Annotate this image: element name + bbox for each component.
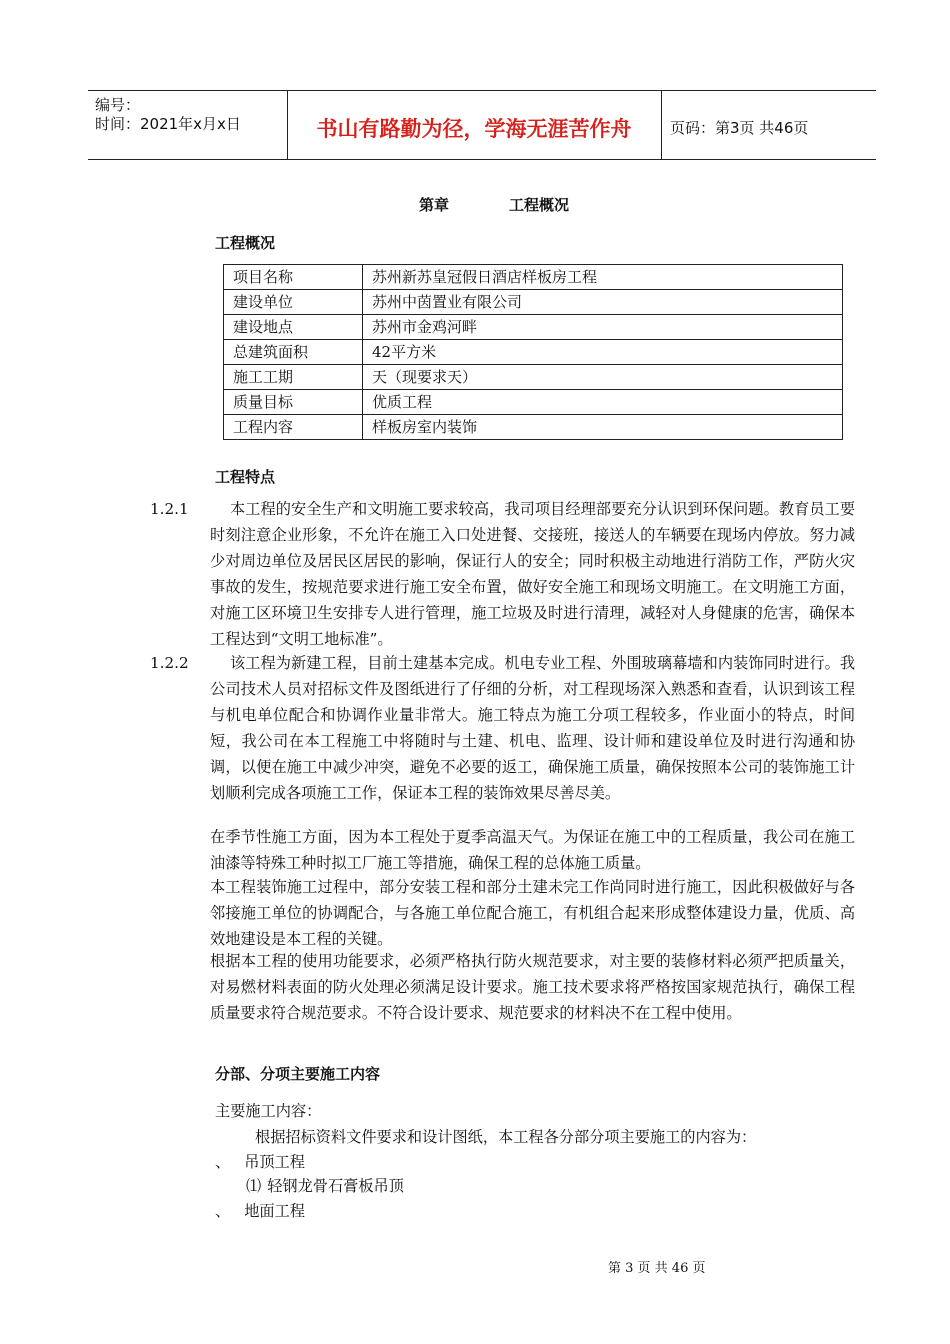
info-key: 工程内容 (224, 415, 363, 440)
info-value: 天（现要求天） (363, 365, 843, 390)
info-key: 施工工期 (224, 365, 363, 390)
header-page-number: 页码：第3页 共46页 (670, 119, 809, 137)
section-heading-overview: 工程概况 (215, 234, 276, 252)
info-table-row (224, 340, 843, 365)
header-divider (287, 91, 288, 159)
info-value: 优质工程 (363, 390, 843, 415)
project-info-table (223, 264, 843, 440)
paragraph-fire-safety: 根据本工程的使用功能要求，必须严格执行防火规范要求，对主要的装修材料必须严把质量关，对易燃材料表面的防火处理必须满足设计要求。施工技术要求将严格按国家规范执行，确保工程质量要求符合规范要求。不符合设计要求、规范要求的材料决不在工程中使用。 (210, 952, 855, 1022)
paragraph-coordination: 本工程装饰施工过程中，部分安装工程和部分土建未完工作尚同时进行施工，因此积极做好与各邻接施工单位的协调配合，与各施工单位配合施工，有机组合起来形成整体建设力量，优质、高效地建设是本工程的关键。 (210, 878, 855, 948)
main-content-label: 主要施工内容： (215, 1102, 322, 1120)
document-number-label: 编号： (95, 96, 141, 114)
info-value: 苏州新苏皇冠假日酒店样板房工程 (363, 265, 843, 290)
list-item-label: 吊顶工程 (244, 1153, 305, 1171)
item-text: 该工程为新建工程，目前土建基本完成。机电专业工程、外围玻璃幕墙和内装饰同时进行。我公司技术人员对招标文件及图纸进行了仔细的分析，对工程现场深入熟悉和查看，认识到该工程与机电单位配合和协调作业量非常大。施工特点为施工分项工程较多，作业面小的特点，时间短，我公司在本工程施工中将随时与土建、机电、监理、设计师和建设单位及时进行沟通和协调，以便在施工中减少冲突，避免不必要的返工，确保施工质量，确保按照本公司的装饰施工计划顺利完成各项施工工作，保证本工程的装饰效果尽善尽美。 (210, 654, 855, 802)
info-key: 总建筑面积 (224, 340, 363, 365)
info-value: 42平方米 (363, 340, 843, 365)
list-marker: ⑴ (246, 1177, 262, 1195)
main-content-intro: 根据招标资料文件要求和设计图纸，本工程各分部分项主要施工的内容为： (255, 1128, 757, 1146)
item-number: 1.2.2 (150, 654, 189, 672)
header-divider (661, 91, 662, 159)
item-text: 本工程的安全生产和文明施工要求较高，我司项目经理部要充分认识到环保问题。教育员工要时刻注意企业形象，不允许在施工入口处进餐、交接班，接送人的车辆要在现场内停放。努力减少对周边单位及居民区居民的影响，保证行人的安全；同时积极主动地进行消防工作，严防火灾事故的发生，按规范要求进行施工安全布置，做好安全施工和现场文明施工。在文明施工方面，对施工区环境卫生安排专人进行管理，施工垃圾及时进行清理，减轻对人身健康的危害，确保本工程达到“文明工地标准”。 (210, 500, 855, 648)
sub-item-gypsum-ceiling (246, 1175, 404, 1196)
list-item-ceiling (215, 1151, 305, 1172)
feature-item-1 (150, 496, 855, 652)
document-date: 时间：2021年x月x日 (95, 115, 241, 133)
info-table-row (224, 365, 843, 390)
info-table-row (224, 315, 843, 340)
header-motto: 书山有路勤为径，学海无涯苦作舟 (316, 117, 632, 141)
chapter-number: 第章 (419, 196, 450, 214)
info-key: 项目名称 (224, 265, 363, 290)
chapter-title (419, 194, 569, 215)
info-key: 建设地点 (224, 315, 363, 340)
paragraph-seasonal: 在季节性施工方面，因为本工程处于夏季高温天气。为保证在施工中的工程质量，我公司在施工油漆等特殊工种时拟工厂施工等措施，确保工程的总体施工质量。 (210, 828, 855, 872)
info-table-row (224, 265, 843, 290)
chapter-name: 工程概况 (509, 196, 570, 214)
info-table-row (224, 390, 843, 415)
info-key: 质量目标 (224, 390, 363, 415)
list-marker: 、 (215, 1153, 231, 1171)
info-table-row (224, 415, 843, 440)
list-marker: 、 (215, 1202, 231, 1220)
info-value: 苏州市金鸡河畔 (363, 315, 843, 340)
section-heading-features: 工程特点 (215, 468, 276, 486)
info-value: 样板房室内装饰 (363, 415, 843, 440)
info-value: 苏州中茵置业有限公司 (363, 290, 843, 315)
list-item-label: 轻钢龙骨石膏板吊顶 (267, 1177, 404, 1195)
list-item-label: 地面工程 (244, 1202, 305, 1220)
item-number: 1.2.1 (150, 500, 189, 518)
page-footer: 第 3 页 共 46 页 (608, 1261, 706, 1276)
info-table-row (224, 290, 843, 315)
info-key: 建设单位 (224, 290, 363, 315)
section-heading-main-works: 分部、分项主要施工内容 (215, 1065, 381, 1083)
feature-item-2 (150, 650, 855, 806)
list-item-floor (215, 1200, 305, 1221)
page-header (88, 90, 876, 160)
